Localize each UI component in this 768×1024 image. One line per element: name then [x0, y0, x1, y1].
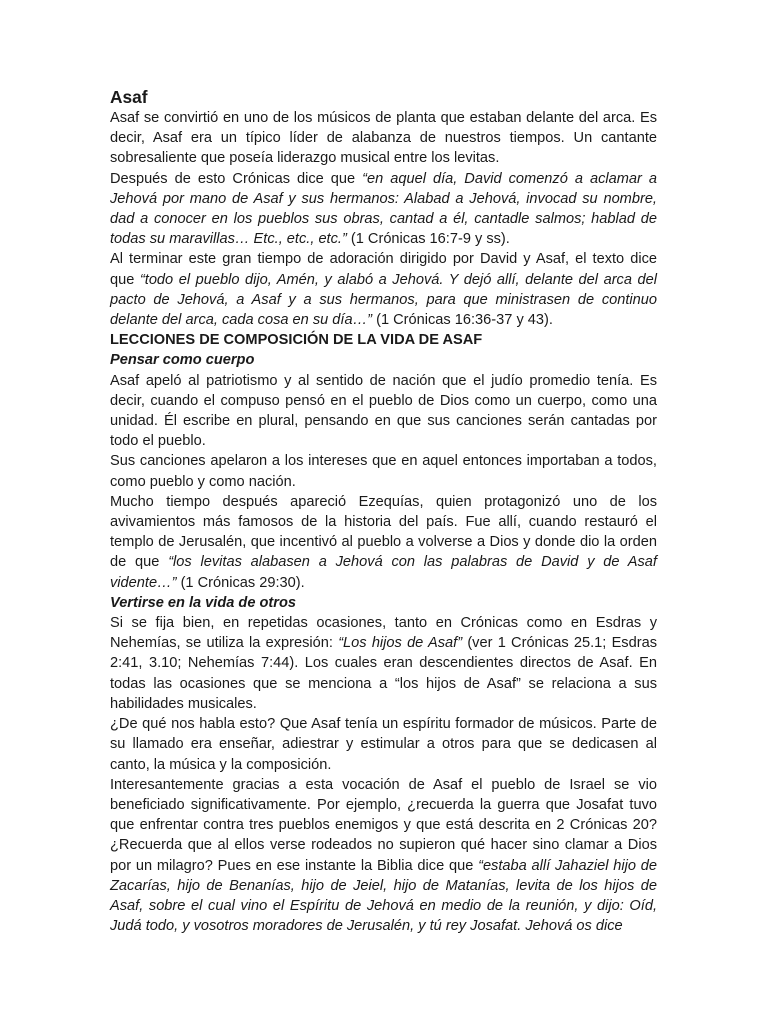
paragraph-text: Si se fija bien, en repetidas ocasiones, tanto en Crónicas como en Esdras y Nehemías, se utiliza la expresión:	[110, 615, 657, 652]
paragraph-text: Después de esto Crónicas dice que	[110, 170, 363, 187]
bible-quote: “Los hijos de Asaf”	[338, 635, 463, 652]
bible-quote: “en aquel día, David comenzó a aclamar a Jehová por mano de Asaf y sus hermanos: Alabad a Jehová, invocad su nombre, dad a conocer en los pueblos sus obras, cantad a él, cantadle salmos; hablad de todas su maravillas… Etc., etc., etc.”	[110, 170, 657, 248]
bible-reference: (1 Crónicas 16:7-9 y ss).	[346, 231, 510, 248]
paragraph-josafat	[110, 775, 657, 937]
bible-reference: (1 Crónicas 16:36-37 y 43).	[372, 312, 553, 329]
paragraph-canciones: Sus canciones apelaron a los intereses que en aquel entonces importaban a todos, como pueblo y como nación.	[110, 453, 657, 490]
paragraph-patriotismo: Asaf apeló al patriotismo y al sentido de nación que el judío promedio tenía. Es decir, cuando el compuso pensó en el pueblo de Dios como un cuerpo, como una unidad. Él escribe en plural, pensando en que sus canciones serán cantadas por todo el pueblo.	[110, 372, 657, 450]
paragraph-cronicas	[110, 169, 657, 250]
paragraph-text: Mucho tiempo después apareció Ezequías, quien protagonizó uno de los avivamientos más famosos de la historia del país. Fue allí, cuando restauró el templo de Jerusalén, que incentivó al pueblo a volverse a Dios y donde dio la orden de que	[110, 493, 657, 571]
paragraph-intro: Asaf se convirtió en uno de los músicos de planta que estaban delante del arca. Es decir, Asaf era un típico líder de alabanza de nuestros tiempos. Un cantante sobresaliente que poseía liderazgo musical entre los levitas.	[110, 110, 657, 167]
paragraph-text: Interesantemente gracias a esta vocación de Asaf el pueblo de Israel se vio beneficiado significativamente. Por ejemplo, ¿recuerda la guerra que Josafat tuvo que enfrentar contra tres pueblos enemigos y que está descrita en 2 Crónicas 20? ¿Recuerda que al ellos verse rodeados no supieron qué hacer sino clamar a Dios por un milagro? Pues en ese instante la Biblia dice que	[110, 776, 657, 874]
section-heading: LECCIONES DE COMPOSICIÓN DE LA VIDA DE ASAF	[110, 332, 483, 349]
subheading-pensar-como-cuerpo: Pensar como cuerpo	[110, 352, 255, 369]
paragraph-text: (ver 1 Crónicas 25.1; Esdras 2:41, 3.10; Nehemías 7:44). Los cuales eran descendientes directos de Asaf. En todas las ocasiones que se menciona a “los hijos de Asaf” se relaciona a sus habilidades musicales.	[110, 635, 657, 712]
subheading-vertirse: Vertirse en la vida de otros	[110, 594, 297, 611]
page-title: Asaf	[110, 87, 148, 107]
bible-quote: “estaba allí Jahaziel hijo de Zacarías, hijo de Benanías, hijo de Jeiel, hijo de Matanías, levita de los hijos de Asaf, sobre el cual vino el Espíritu de Jehová en medio de la reunión, y dijo: Oíd, Judá todo, y vosotros moradores de Jerusalén, y tú rey Josafat. Jehová os dice	[110, 857, 657, 935]
paragraph-ezequias	[110, 492, 657, 593]
bible-reference: (1 Crónicas 29:30).	[176, 574, 305, 591]
bible-quote: “todo el pueblo dijo, Amén, y alabó a Jehová. Y dejó allí, delante del arca del pacto de Jehová, a Asaf y a sus hermanos, para que ministrasen de continuo delante del arca, cada cosa en su día…”	[110, 271, 657, 329]
paragraph-adoracion	[110, 249, 657, 330]
paragraph-formador: ¿De qué nos habla esto? Que Asaf tenía un espíritu formador de músicos. Parte de su llamado era enseñar, adiestrar y estimular a otros para que se dedicasen al canto, la música y la composición.	[110, 716, 657, 773]
document-page	[110, 86, 657, 936]
paragraph-text: Al terminar este gran tiempo de adoración dirigido por David y Asaf, el texto dice que	[110, 251, 657, 288]
bible-quote: “los levitas alabasen a Jehová con las palabras de David y de Asaf vidente…”	[110, 554, 657, 591]
paragraph-hijos-de-asaf	[110, 613, 657, 714]
